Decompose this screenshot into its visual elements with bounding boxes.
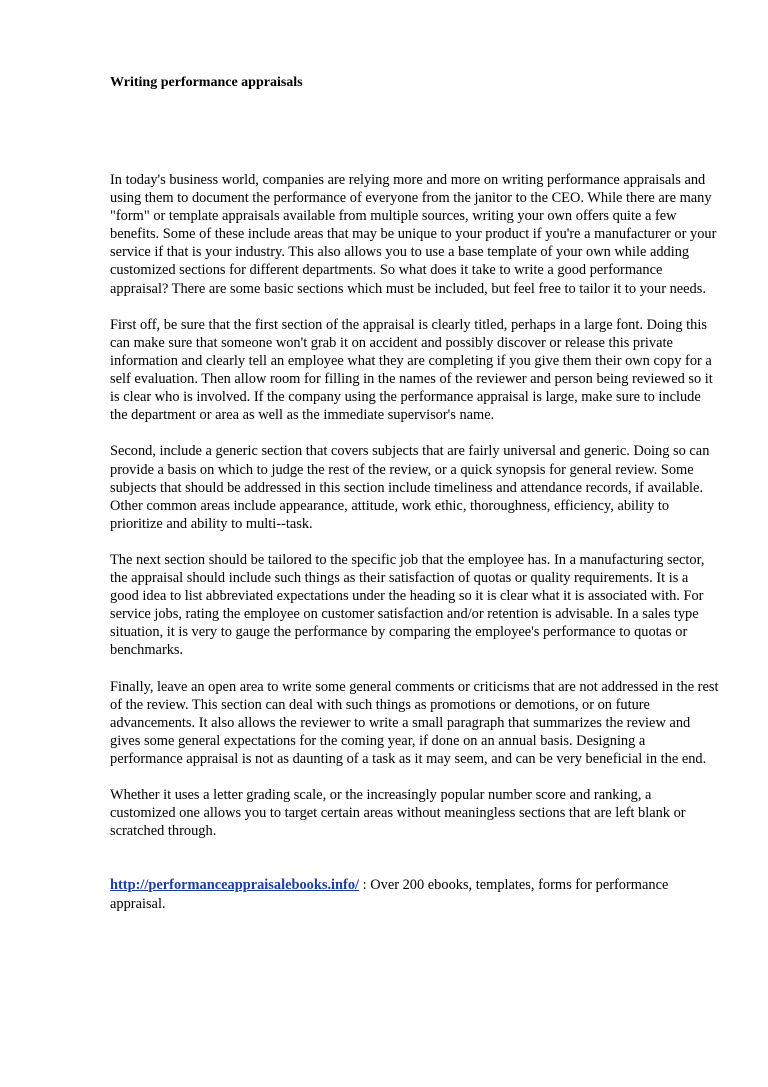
paragraph-first-section: First off, be sure that the first section of the appraisal is clearly titled, perhaps in a large font. Doing this can make sure that someone won't grab it on accident and possibly discover or release this private information and clearly tell an employee what they are completing if you give them their own copy for a self evaluation. Then allow room for filling in the names of the reviewer and person being reviewed so it is clear who is involved. If the company using the performance appraisal is large, make sure to include the department or area as well as the immediate supervisor's name.: [110, 316, 713, 424]
paragraph-comments-section: Finally, leave an open area to write some general comments or criticisms that are not addressed in the rest of the review. This section can deal with such things as promotions or demotions, or on future advancements. It also allows the reviewer to write a small paragraph that summarizes the review and gives some general expectations for the coming year, if done on an annual basis. Designing a performance appraisal is not as daunting of a task as it may seem, and can be very beneficial in the end.: [110, 678, 719, 767]
paragraph-job-section: The next section should be tailored to the specific job that the employee has. In a manufacturing sector, the appraisal should include such things as their satisfaction of quotas or quality requirements. It is a good idea to list abbreviated expectations under the heading so it is clear what it is associated with. For service jobs, rating the employee on customer satisfaction and/or retention is advisable. In a sales type situation, it is very to gauge the performance by comparing the employee's performance to quotas or benchmarks.: [110, 551, 705, 659]
paragraph-intro: In today's business world, companies are relying more and more on writing performance appraisals and using them to document the performance of everyone from the janitor to the CEO. While there are many "form" or template appraisals available from multiple sources, writing your own offers quite a few benefits. Some of these include areas that may be unique to your product if you're a manufacturer or your service if that is your industry. This also allows you to use a base template of your own while adding customized sections for different departments. So what does it take to write a good performance appraisal? There are some basic sections which must be included, but feel free to tailor it to your needs.: [110, 172, 717, 297]
document-page: [110, 74, 720, 913]
paragraph-generic-section: Second, include a generic section that covers subjects that are fairly universal and generic. Doing so can provide a basis on which to judge the rest of the review, or a quick synopsis for general review. Some subjects that should be addressed in this section include timeliness and attendance records, if available. Other common areas include appearance, attitude, work ethic, thoroughness, efficiency, ability to prioritize and ability to multi--task.: [110, 443, 710, 532]
footer-resource-line: [110, 876, 720, 912]
paragraph-conclusion: Whether it uses a letter grading scale, or the increasingly popular number score and ranking, a customized one allows you to target certain areas without meaningless sections that are left blank or scratched through.: [110, 787, 686, 840]
resource-description: : Over 200 ebooks, templates, forms for performance appraisal.: [110, 877, 669, 912]
document-title: Writing performance appraisals: [110, 75, 303, 90]
resource-link[interactable]: http://performanceappraisalebooks.info/: [110, 877, 360, 894]
document-body: [110, 171, 720, 840]
